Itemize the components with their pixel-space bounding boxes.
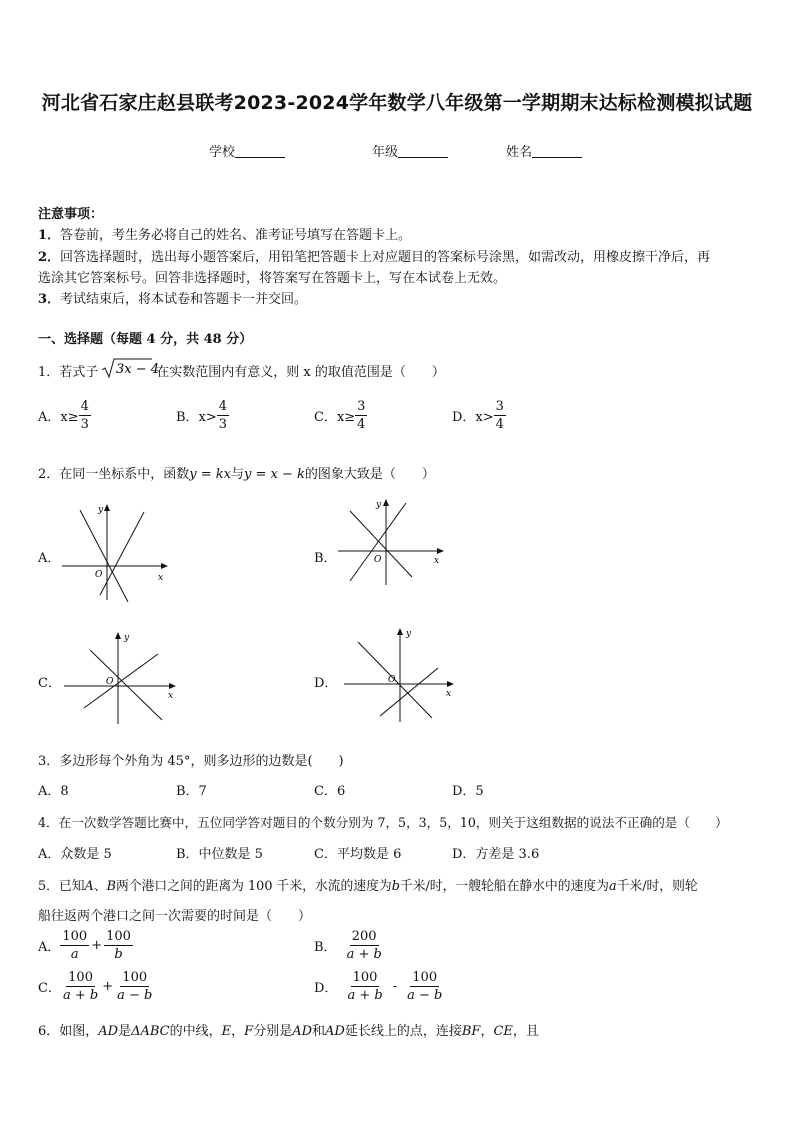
q2-graph-c bbox=[62, 628, 180, 728]
question-5: 5．已知A、B两个港口之间的距离为 100 千米，水流的速度为b千米/时，一艘轮船在静水中的速度为a千米/时，则轮 bbox=[38, 879, 698, 894]
question-5-cont: 船往返两个港口之间一次需要的时间是（ ） bbox=[38, 909, 312, 924]
q2-graph-d bbox=[336, 626, 458, 726]
school-field: 学校 bbox=[209, 141, 285, 160]
svg-text:x: x bbox=[168, 691, 174, 701]
grade-blank[interactable] bbox=[398, 144, 448, 158]
q4-option-c[interactable]: C．平均数是 6 bbox=[314, 847, 402, 862]
svg-text:x: x bbox=[158, 573, 164, 583]
grade-field: 年级 bbox=[372, 141, 448, 160]
question-3: 3．多边形每个外角为 45°，则多边形的边数是( ) bbox=[38, 754, 344, 769]
q2-option-b[interactable]: B． bbox=[314, 551, 337, 566]
svg-text:O: O bbox=[106, 677, 114, 687]
name-field: 姓名 bbox=[506, 141, 582, 160]
notice-item-2: 2．回答选择题时，选出每小题答案后，用铅笔把答题卡上对应题目的答案标号涂黑，如需改动，用橡皮擦干净后，再 bbox=[38, 250, 711, 265]
svg-text:y: y bbox=[124, 633, 130, 643]
q1-option-b[interactable]: B．x> $\frac{4}{3}$ bbox=[176, 399, 228, 432]
notice-heading: 注意事项： bbox=[38, 207, 104, 222]
svg-text:O: O bbox=[388, 675, 396, 685]
name-blank[interactable] bbox=[532, 144, 582, 158]
q4-option-d[interactable]: D．方差是 3.6 bbox=[452, 847, 540, 862]
svg-text:x: x bbox=[434, 556, 440, 566]
q1-option-c[interactable]: C．x≥ $\frac{3}{4}$ bbox=[314, 399, 366, 432]
q4-option-b[interactable]: B．中位数是 5 bbox=[176, 847, 263, 862]
q2-option-a[interactable]: A． bbox=[38, 551, 61, 566]
page-title: 河北省石家庄赵县联考2023-2024学年数学八年级第一学期期末达标检测模拟试题 bbox=[41, 92, 753, 114]
q1-option-d[interactable]: D．x> $\frac{3}{4}$ bbox=[452, 399, 504, 432]
q5-option-c[interactable]: C． $\frac{100}{a + b}$ + $\frac{100}{a - b}$ bbox=[38, 970, 153, 1003]
q1-option-a[interactable]: A．x≥ $\frac{4}{3}$ bbox=[38, 399, 89, 432]
school-blank[interactable] bbox=[235, 144, 285, 158]
notice-item-1: 1．答卷前，考生务必将自己的姓名、准考证号填写在答题卡上。 bbox=[38, 228, 412, 243]
q2-graph-b bbox=[336, 495, 446, 590]
q5-option-b[interactable]: B． $\frac{200}{a + b}$ bbox=[314, 929, 382, 962]
q3-option-a[interactable]: A．8 bbox=[38, 784, 69, 799]
section-heading: 一、选择题（每题 4 分，共 48 分） bbox=[38, 332, 253, 347]
q4-option-a[interactable]: A．众数是 5 bbox=[38, 847, 112, 862]
notice-item-2-cont: 选涂其它答案标号。回答非选择题时，将答案写在答题卡上，写在本试卷上无效。 bbox=[38, 271, 507, 286]
q5-option-d[interactable]: D． $\frac{100}{a + b}$ - $\frac{100}{a - b}$ bbox=[314, 970, 443, 1003]
question-4: 4．在一次数学答题比赛中，五位同学答对题目的个数分别为 7，5，3，5，10，则关于这组数据的说法不正确的是（ ） bbox=[38, 815, 728, 830]
sqrt-radicand: 3x − 4 bbox=[116, 362, 160, 377]
svg-text:y: y bbox=[98, 505, 104, 515]
svg-text:x: x bbox=[446, 689, 452, 699]
svg-text:y: y bbox=[376, 500, 382, 510]
q2-option-d[interactable]: D． bbox=[314, 676, 338, 691]
sqrt-symbol bbox=[101, 357, 160, 383]
q2-option-c[interactable]: C． bbox=[38, 676, 61, 691]
notice-item-3: 3．考试结束后，将本试卷和答题卡一并交回。 bbox=[38, 292, 308, 307]
q5-option-a[interactable]: A． $\frac{100}{a}$ + $\frac{100}{b}$ bbox=[38, 929, 131, 962]
q3-option-d[interactable]: D．5 bbox=[452, 784, 484, 799]
question-6: 6．如图，AD是ΔABC的中线，E，F分别是AD和AD延长线上的点，连接BF，CE，且 bbox=[38, 1024, 539, 1039]
svg-text:O: O bbox=[95, 570, 103, 580]
q3-option-b[interactable]: B．7 bbox=[176, 784, 207, 799]
q3-option-c[interactable]: C．6 bbox=[314, 784, 346, 799]
question-2: 2．在同一坐标系中，函数y = kx与y = x − k的图象大致是（ ） bbox=[38, 467, 435, 482]
svg-text:y: y bbox=[406, 629, 412, 639]
svg-text:O: O bbox=[374, 555, 382, 565]
question-1: 1．若式子 3x − 4 在实数范围内有意义，则 x 的取值范围是（ ） bbox=[38, 357, 445, 383]
q2-graph-a bbox=[60, 500, 170, 605]
